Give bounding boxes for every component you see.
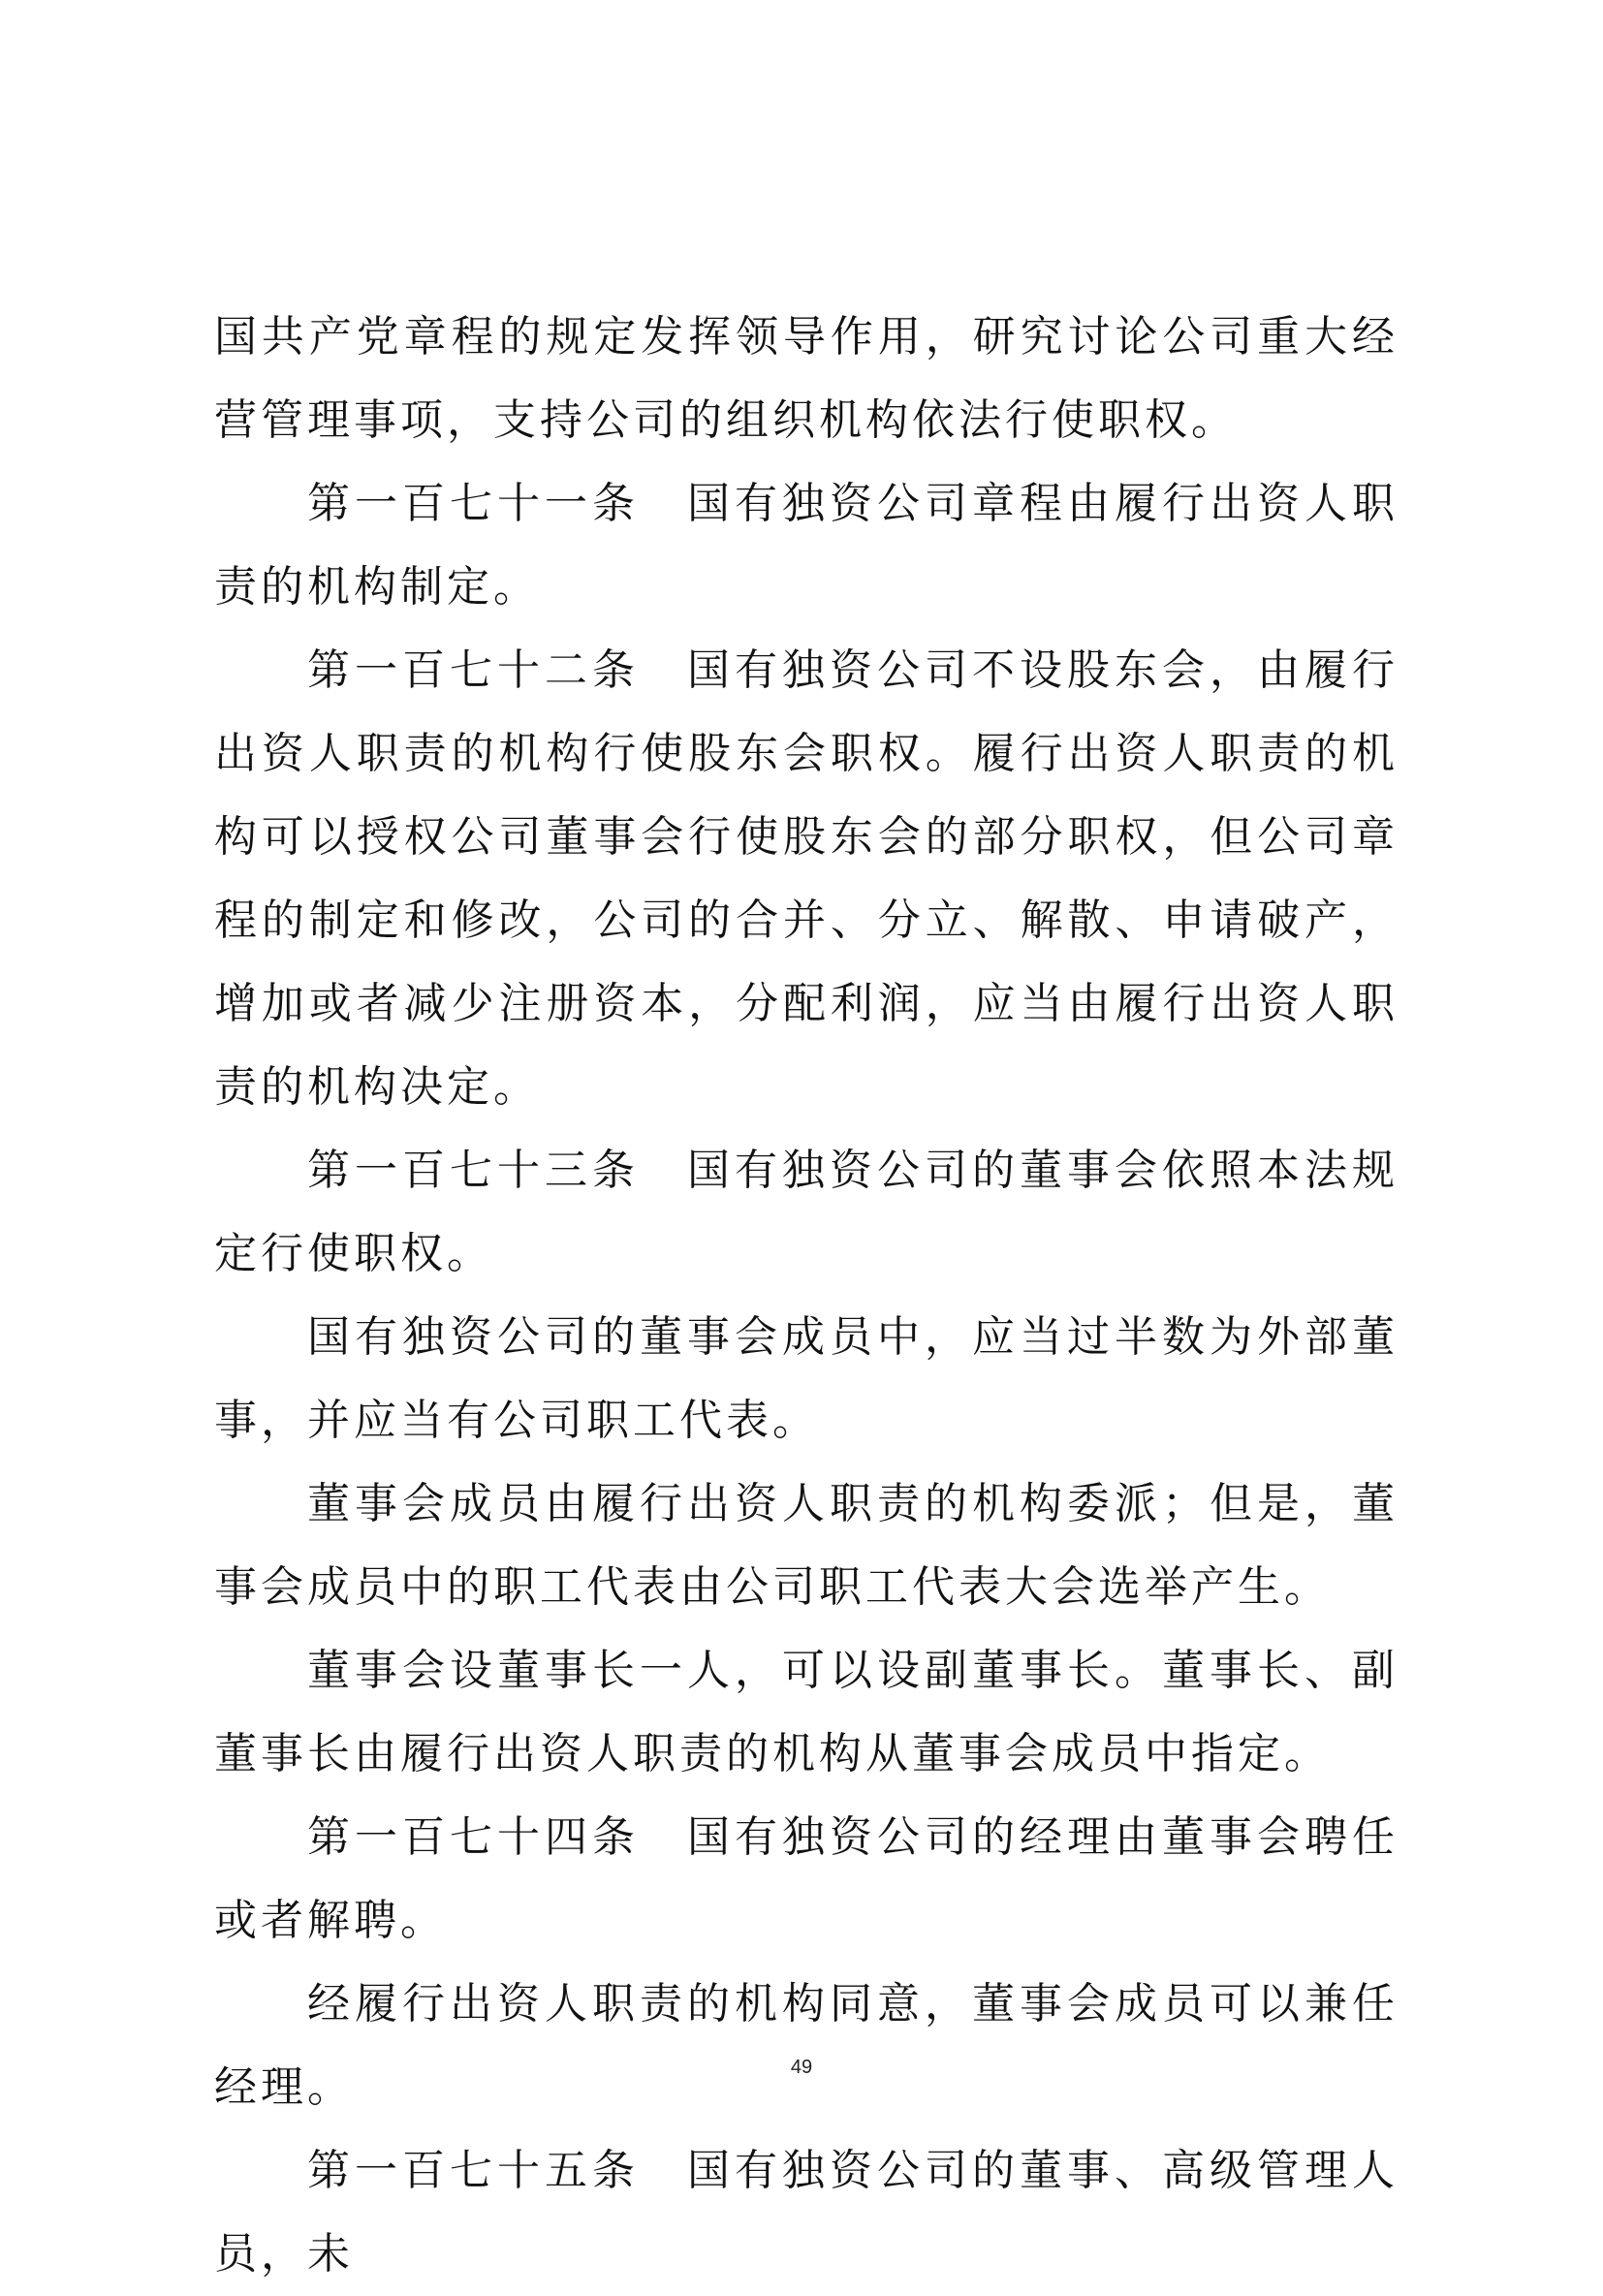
body-text	[214, 296, 1399, 2296]
paragraph-article-171: 第一百七十一条 国有独资公司章程由履行出资人职责的机构制定。	[214, 479, 1399, 612]
paragraph-continued-party-charter: 国共产党章程的规定发挥领导作用，研究讨论公司重大经营管理事项，支持公司的组织机构依法行使职权。	[214, 312, 1399, 445]
paragraph-article-172: 第一百七十二条 国有独资公司不设股东会，由履行出资人职责的机构行使股东会职权。履行出资人职责的机构可以授权公司董事会行使股东会的部分职权，但公司章程的制定和修改，公司的合并、分立、解散、申请破产，增加或者减少注册资本，分配利润，应当由履行出资人职责的机构决定。	[214, 645, 1399, 1112]
paragraph-board-chairman: 董事会设董事长一人，可以设副董事长。董事长、副董事长由履行出资人职责的机构从董事会成员中指定。	[214, 1646, 1399, 1778]
page-number: 49	[790, 2057, 813, 2078]
paragraph-board-external-directors: 国有独资公司的董事会成员中，应当过半数为外部董事，并应当有公司职工代表。	[214, 1312, 1399, 1445]
paragraph-board-appointment: 董事会成员由履行出资人职责的机构委派；但是，董事会成员中的职工代表由公司职工代表大会选举产生。	[214, 1479, 1399, 1612]
paragraph-article-175: 第一百七十五条 国有独资公司的董事、高级管理人员，未	[214, 2146, 1399, 2279]
paragraph-article-173: 第一百七十三条 国有独资公司的董事会依照本法规定行使职权。	[214, 1146, 1399, 1278]
paragraph-article-174: 第一百七十四条 国有独资公司的经理由董事会聘任或者解聘。	[214, 1812, 1399, 1945]
paragraph-manager-concurrent: 经履行出资人职责的机构同意，董事会成员可以兼任经理。	[214, 1979, 1399, 2112]
